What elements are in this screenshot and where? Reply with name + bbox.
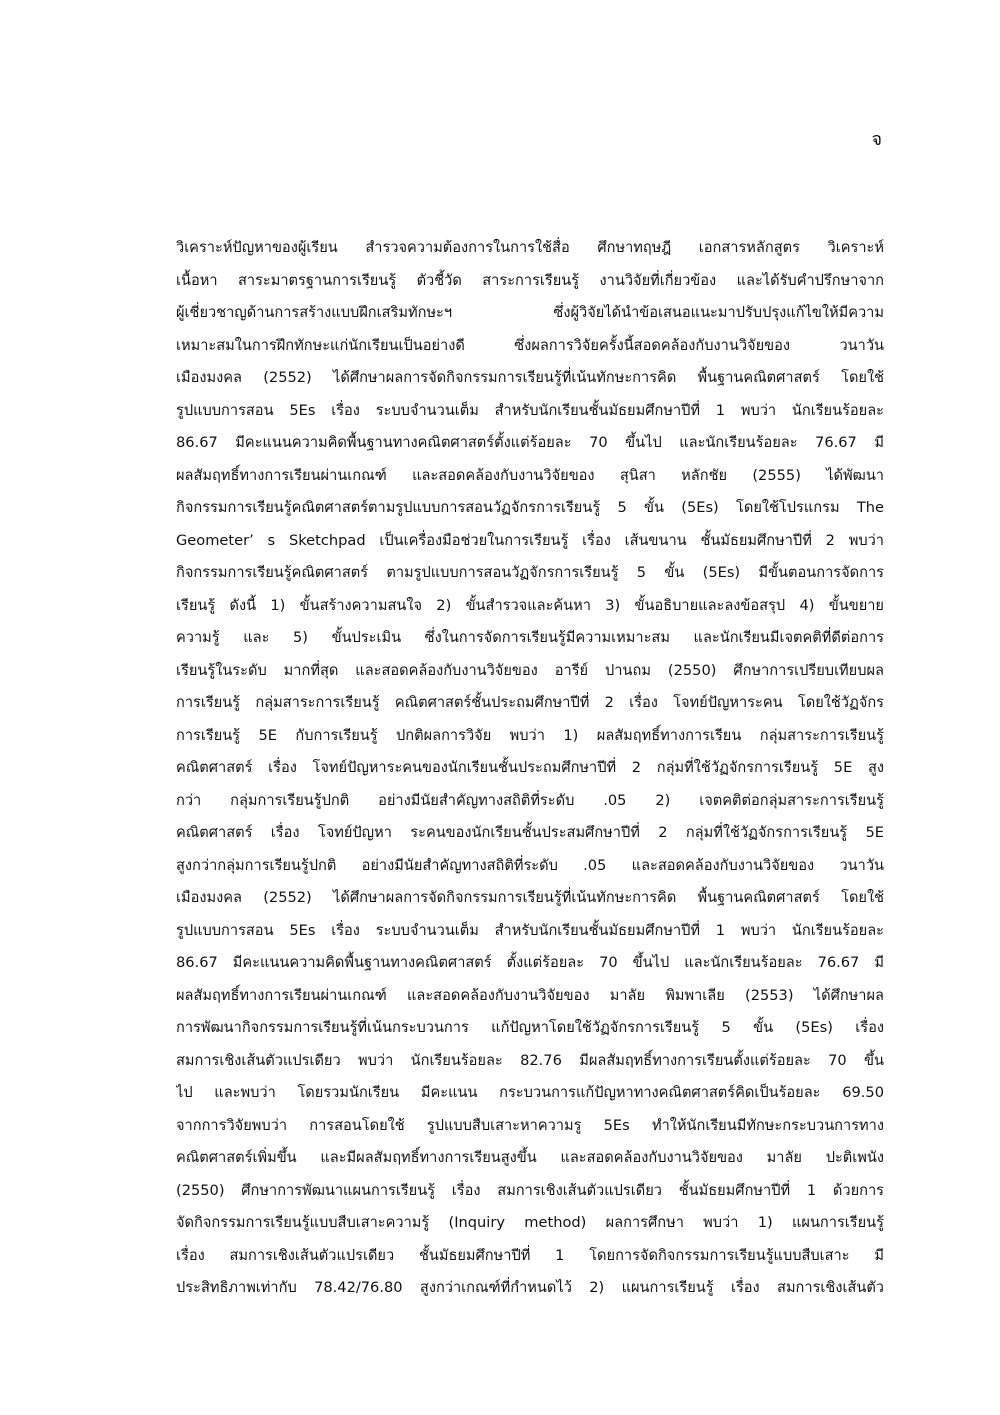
text-line: รูปแบบการสอน 5Es เรื่อง ระบบจำนวนเต็ม สำหรับนักเรียนชั้นมัธยมศึกษาปีที่ 1 พบว่า นักเรียนร้อยละ xyxy=(176,921,884,939)
text-line: เมืองมงคล (2552) ได้ศึกษาผลการจัดกิจกรรมการเรียนรู้ที่เน้นทักษะการคิด พื้นฐานคณิตศาสตร์ โดยใช้ xyxy=(176,889,884,906)
text-line: เรียนรู้ในระดับ มากที่สุด และสอดคล้องกับงานวิจัยของ อารีย์ ปานถม (2550) ศึกษาการเปรียบเทียบผล xyxy=(176,661,884,679)
text-line: ผลสัมฤทธิ์ทางการเรียนผ่านเกณฑ์ และสอดคล้องกับงานวิจัยของ สุนิสา หลักชัย (2555) ได้พัฒนา xyxy=(176,466,884,484)
text-line: เหมาะสมในการฝึกทักษะแก่นักเรียนเป็นอย่างดี ซึ่งผลการวิจัยครั้งนี้สอดคล้องกับงานวิจัยของ วนาวัน xyxy=(176,336,884,354)
text-line: Geometer’ s Sketchpad เป็นเครื่องมือช่วยในการเรียนรู้ เรื่อง เส้นขนาน ชั้นมัธยมศึกษาปีที่ 2 พบว่า xyxy=(176,531,884,549)
text-line: เรียนรู้ ดังนี้ 1) ขั้นสร้างความสนใจ 2) ขั้นสำรวจและค้นหา 3) ขั้นอธิบายและลงข้อสรุป 4) ขั้นขยาย xyxy=(176,596,884,614)
text-line: คณิตศาสตร์ เรื่อง โจทย์ปัญหาระคนของนักเรียนชั้นประถมศึกษาปีที่ 2 กลุ่มที่ใช้วัฏจักรการเรียนรู้ 5E สูง xyxy=(176,759,884,776)
text-line: คณิตศาสตร์เพิ่มขึ้น และมีผลสัมฤทธิ์ทางการเรียนสูงขึ้น และสอดคล้องกับงานวิจัยของ มาลัย ปะติเพนัง xyxy=(176,1149,884,1166)
text-line: เมืองมงคล (2552) ได้ศึกษาผลการจัดกิจกรรมการเรียนรู้ที่เน้นทักษะการคิด พื้นฐานคณิตศาสตร์ โดยใช้ xyxy=(176,369,884,386)
text-line: คณิตศาสตร์ เรื่อง โจทย์ปัญหา ระคนของนักเรียนชั้นประสมศึกษาปีที่ 2 กลุ่มที่ใช้วัฏจักรการเรียนรู้ 5E xyxy=(176,824,884,841)
text-line: เนื้อหา สาระมาตรฐานการเรียนรู้ ตัวชี้วัด สาระการเรียนรู้ งานวิจัยที่เกี่ยวข้อง และได้รับคำปรึกษาจาก xyxy=(176,271,884,289)
text-line: ไป และพบว่า โดยรวมนักเรียน มีคะแนน กระบวนการแก้ปัญหาทางคณิตศาสตร์คิดเป็นร้อยละ 69.50 xyxy=(176,1084,884,1101)
text-line: ประสิทธิภาพเท่ากับ 78.42/76.80 สูงกว่าเกณฑ์ที่กำหนดไว้ 2) แผนการเรียนรู้ เรื่อง สมการเชิงเส้นตัว xyxy=(176,1279,884,1296)
page-number: จ xyxy=(871,129,882,150)
text-line: ผลสัมฤทธิ์ทางการเรียนผ่านเกณฑ์ และสอดคล้องกับงานวิจัยของ มาลัย พิมพาเลีย (2553) ได้ศึกษาผล xyxy=(176,986,884,1004)
text-line: จากการวิจัยพบว่า การสอนโดยใช้ รูปแบบสืบเสาะหาความรู 5Es ทำให้นักเรียนมีทักษะกระบวนการทาง xyxy=(176,1116,884,1134)
text-line: สูงกว่ากลุ่มการเรียนรู้ปกติ อย่างมีนัยสำคัญทางสถิติที่ระดับ .05 และสอดคล้องกับงานวิจัยของ วนาวัน xyxy=(176,856,884,874)
text-line: การเรียนรู้ กลุ่มสาระการเรียนรู้ คณิตศาสตร์ชั้นประถมศึกษาปีที่ 2 เรื่อง โจทย์ปัญหาระคน โดยใช้วัฏจักร xyxy=(176,694,884,711)
text-line: วิเคราะห์ปัญหาของผู้เรียน สำรวจความต้องการในการใช้สื่อ ศึกษาทฤษฎี เอกสารหลักสูตร วิเคราะห์ xyxy=(176,239,884,256)
text-line: 86.67 มีคะแนนความคิดพื้นฐานทางคณิตศาสตร์ ตั้งแต่ร้อยละ 70 ขึ้นไป และนักเรียนร้อยละ 76.67 มี xyxy=(176,954,884,971)
text-line: กิจกรรมการเรียนรู้คณิตศาสตร์ ตามรูปแบบการสอนวัฏจักรการเรียนรู้ 5 ขั้น (5Es) มีขั้นตอนการจัดการ xyxy=(176,564,884,581)
text-line: การพัฒนากิจกรรมการเรียนรู้ที่เน้นกระบวนการ แก้ปัญหาโดยใช้วัฏจักรการเรียนรู้ 5 ขั้น (5Es) เรื่อง xyxy=(176,1019,884,1036)
text-line: กิจกรรมการเรียนรู้คณิตศาสตร์ตามรูปแบบการสอนวัฏจักรการเรียนรู้ 5 ขั้น (5Es) โดยใช้โปรแกรม The xyxy=(176,499,884,516)
text-line: การเรียนรู้ 5E กับการเรียนรู้ ปกติผลการวิจัย พบว่า 1) ผลสัมฤทธิ์ทางการเรียน กลุ่มสาระการเรียนรู้ xyxy=(176,726,884,744)
text-line: ความรู้ และ 5) ขั้นประเมิน ซึ่งในการจัดการเรียนรู้มีความเหมาะสม และนักเรียนมีเจตคติที่ดีต่อการ xyxy=(176,629,884,646)
text-line: (2550) ศึกษาการพัฒนาแผนการเรียนรู้ เรื่อง สมการเชิงเส้นตัวแปรเดียว ชั้นมัธยมศึกษาปีที่ 1 ด้วยการ xyxy=(176,1181,884,1199)
text-line: เรื่อง สมการเชิงเส้นตัวแปรเดียว ชั้นมัธยมศึกษาปีที่ 1 โดยการจัดกิจกรรมการเรียนรู้แบบสืบเสาะ มี xyxy=(176,1246,884,1264)
text-line: 86.67 มีคะแนนความคิดพื้นฐานทางคณิตศาสตร์ตั้งแต่ร้อยละ 70 ขึ้นไป และนักเรียนร้อยละ 76.67 มี xyxy=(176,434,884,451)
body-paragraph xyxy=(176,232,884,1305)
text-line: จัดกิจกรรมการเรียนรู้แบบสืบเสาะความรู้ (Inquiry method) ผลการศึกษา พบว่า 1) แผนการเรียนรู้ xyxy=(176,1214,884,1231)
text-line: ผู้เชี่ยวชาญด้านการสร้างแบบฝึกเสริมทักษะฯ ซึ่งผู้วิจัยได้นำข้อเสนอแนะมาปรับปรุงแก้ไขให้มีความ xyxy=(176,304,884,321)
text-line: กว่า กลุ่มการเรียนรู้ปกติ อย่างมีนัยสำคัญทางสถิติที่ระดับ .05 2) เจตคติต่อกลุ่มสาระการเรียนรู้ xyxy=(176,791,884,809)
text-line: สมการเชิงเส้นตัวแปรเดียว พบว่า นักเรียนร้อยละ 82.76 มีผลสัมฤทธิ์ทางการเรียนตั้งแต่ร้อยละ 70 ขึ้น xyxy=(176,1051,884,1069)
text-line: รูปแบบการสอน 5Es เรื่อง ระบบจำนวนเต็ม สำหรับนักเรียนชั้นมัธยมศึกษาปีที่ 1 พบว่า นักเรียนร้อยละ xyxy=(176,401,884,419)
